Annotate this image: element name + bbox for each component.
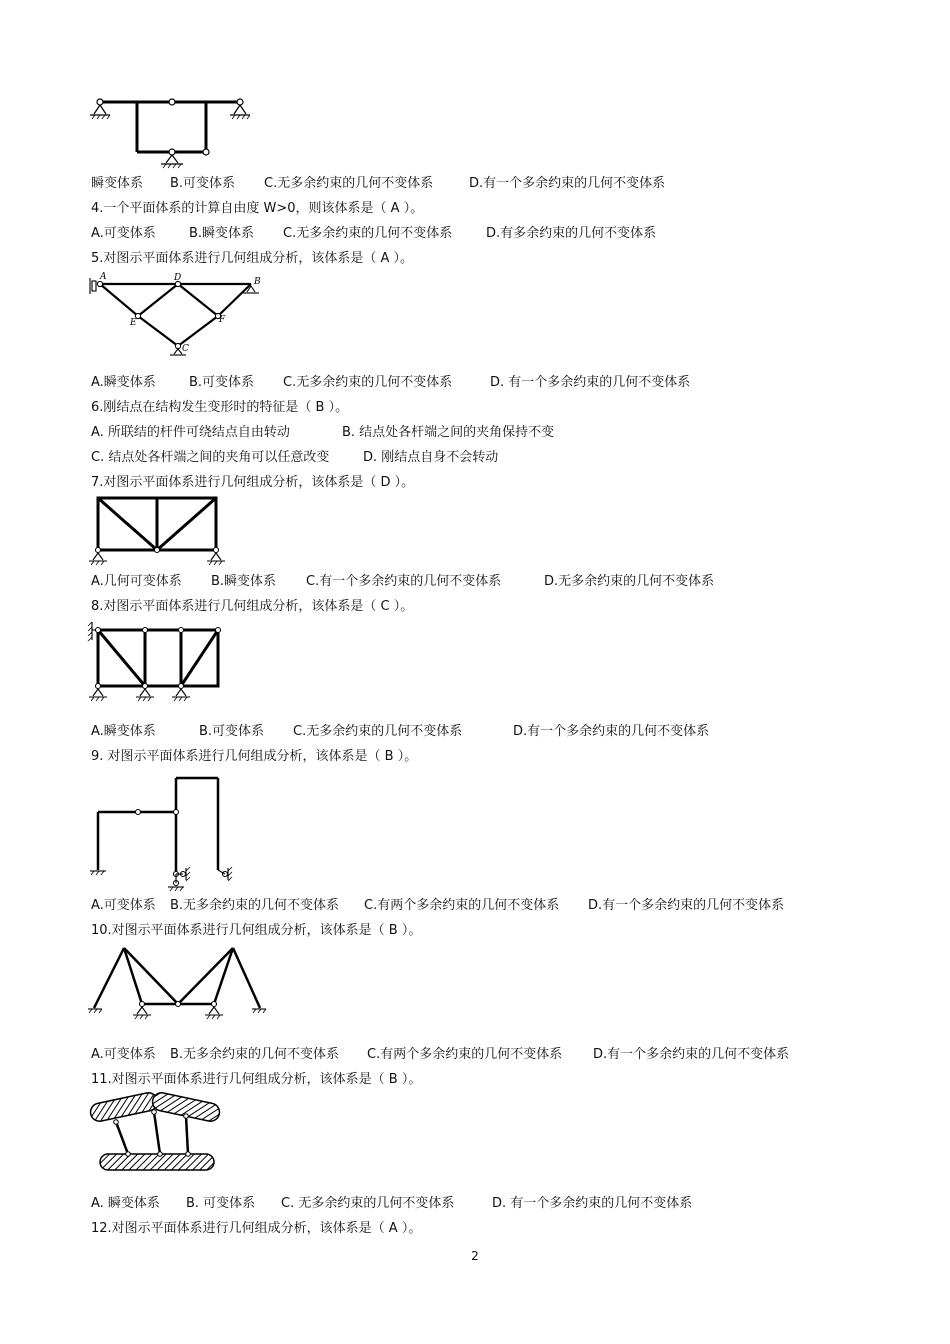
q8-option-c: C.无多余约束的几何不变体系 <box>293 724 463 739</box>
figure-q8-truss <box>88 620 228 706</box>
q4-option-c: C.无多余约束的几何不变体系 <box>283 226 453 241</box>
q5-label-c: C <box>182 344 189 354</box>
q8-option-d: D.有一个多余约束的几何不变体系 <box>513 724 710 739</box>
q10-question: 10.对图示平面体系进行几何组成分析，该体系是（ B ）。 <box>91 923 422 938</box>
q6-options-row1 <box>91 424 554 442</box>
q7-options <box>91 573 714 591</box>
q6-question: 6.刚结点在结构发生变形时的特征是（ B ）。 <box>91 400 349 415</box>
q7-option-b: B.瞬变体系 <box>211 574 277 589</box>
q8-option-a: A.瞬变体系 <box>91 724 156 739</box>
page-number: 2 <box>471 1249 479 1263</box>
q6-option-a: A. 所联结的杆件可绕结点自由转动 <box>91 425 290 440</box>
q11-option-b: B. 可变体系 <box>186 1196 256 1211</box>
q5-label-d: D <box>174 273 182 283</box>
q10-option-b: B.无多余约束的几何不变体系 <box>170 1047 340 1062</box>
q7-option-c: C.有一个多余约束的几何不变体系 <box>306 574 502 589</box>
q5-option-d: D. 有一个多余约束的几何不变体系 <box>490 375 691 390</box>
q11-option-a: A. 瞬变体系 <box>91 1196 160 1211</box>
q5-label-b: B <box>254 277 261 287</box>
q10-option-d: D.有一个多余约束的几何不变体系 <box>593 1047 790 1062</box>
q5-question: 5.对图示平面体系进行几何组成分析，该体系是（ A ）。 <box>91 251 414 266</box>
q4-option-a: A.可变体系 <box>91 226 156 241</box>
q6-option-c: C. 结点处各杆端之间的夹角可以任意改变 <box>91 450 330 465</box>
q11-options <box>91 1195 692 1213</box>
q4-option-b: B.瞬变体系 <box>189 226 255 241</box>
q11-question: 11.对图示平面体系进行几何组成分析，该体系是（ B ）。 <box>91 1072 422 1087</box>
q6-options-row2 <box>91 449 498 467</box>
q11-option-c: C. 无多余约束的几何不变体系 <box>281 1196 455 1211</box>
q7-option-a: A.几何可变体系 <box>91 574 182 589</box>
q4-options <box>91 225 656 243</box>
q7-option-d: D.无多余约束的几何不变体系 <box>544 574 715 589</box>
q4-option-d: D.有多余约束的几何不变体系 <box>486 226 657 241</box>
q10-option-c: C.有两个多余约束的几何不变体系 <box>367 1047 563 1062</box>
q5-option-c: C.无多余约束的几何不变体系 <box>283 375 453 390</box>
q5-label-e: E <box>130 318 137 328</box>
q3-option-b: B.可变体系 <box>170 176 236 191</box>
q9-option-b: B.无多余约束的几何不变体系 <box>170 898 340 913</box>
q3-options <box>91 175 665 193</box>
q9-question: 9. 对图示平面体系进行几何组成分析，该体系是（ B ）。 <box>91 749 418 764</box>
figure-q3-frame <box>88 92 253 172</box>
q8-option-b: B.可变体系 <box>199 724 265 739</box>
figure-q10-frame <box>88 942 268 1026</box>
q9-option-c: C.有两个多余约束的几何不变体系 <box>364 898 560 913</box>
q8-options <box>91 723 709 741</box>
q5-options <box>91 374 690 392</box>
q5-option-b: B.可变体系 <box>189 375 255 390</box>
q6-option-b: B. 结点处各杆端之间的夹角保持不变 <box>342 425 555 440</box>
q6-option-d: D. 刚结点自身不会转动 <box>363 450 499 465</box>
q4-question: 4.一个平面体系的计算自由度 W>0，则该体系是（ A ）。 <box>91 201 424 216</box>
q3-option-d: D.有一个多余约束的几何不变体系 <box>469 176 666 191</box>
q9-option-a: A.可变体系 <box>91 898 156 913</box>
q3-option-a: 瞬变体系 <box>91 176 144 191</box>
q3-option-c: C.无多余约束的几何不变体系 <box>264 176 434 191</box>
q5-label-a: A <box>100 272 107 282</box>
q11-option-d: D. 有一个多余约束的几何不变体系 <box>492 1196 693 1211</box>
q7-question: 7.对图示平面体系进行几何组成分析，该体系是（ D ）。 <box>91 475 415 490</box>
figure-q5-truss <box>88 272 268 358</box>
q5-option-a: A.瞬变体系 <box>91 375 156 390</box>
q5-label-f: F <box>219 315 226 325</box>
q12-question: 12.对图示平面体系进行几何组成分析，该体系是（ A ）。 <box>91 1221 422 1236</box>
q9-options <box>91 897 784 915</box>
q8-question: 8.对图示平面体系进行几何组成分析，该体系是（ C ）。 <box>91 599 414 614</box>
q10-option-a: A.可变体系 <box>91 1047 156 1062</box>
figure-q7-truss <box>88 492 228 572</box>
q10-options <box>91 1046 789 1064</box>
q9-option-d: D.有一个多余约束的几何不变体系 <box>588 898 785 913</box>
figure-q11-rigid-bodies <box>88 1090 228 1176</box>
figure-q9-frame <box>88 770 243 890</box>
